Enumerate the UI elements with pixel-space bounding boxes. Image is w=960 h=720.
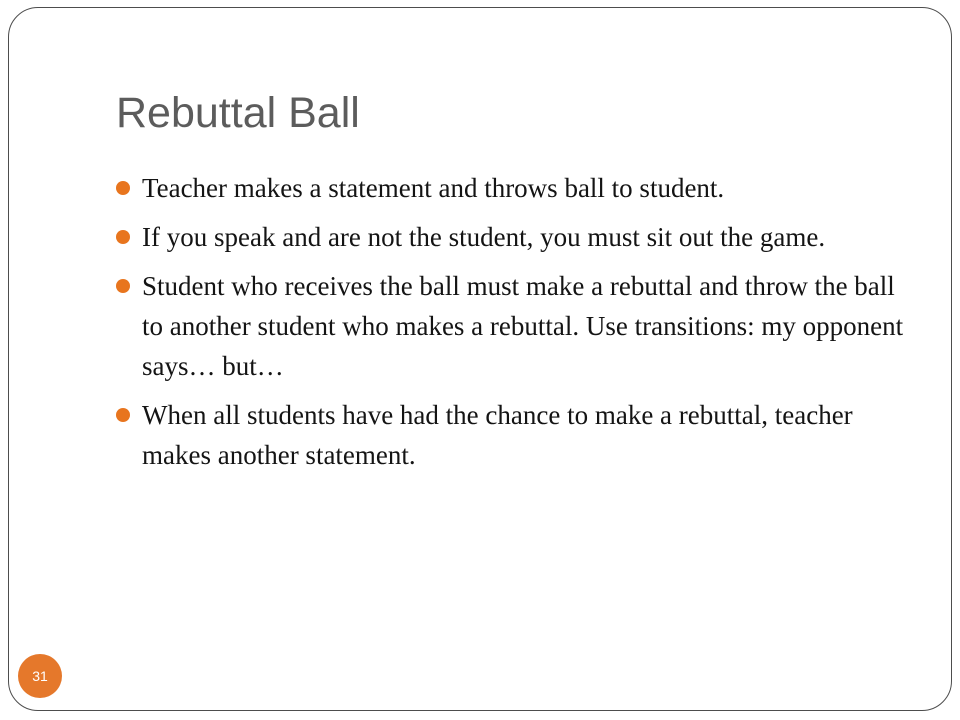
bullet-text: Teacher makes a statement and throws ball to student. <box>142 173 725 203</box>
bullet-text: Student who receives the ball must make a rebuttal and throw the ball to another student who makes a rebuttal. Use transitions: my opponent says… but… <box>142 271 904 381</box>
page-number: 31 <box>32 668 48 684</box>
page-number-badge <box>18 654 62 698</box>
bullet-item <box>116 395 916 475</box>
bullet-dot-icon <box>116 181 130 195</box>
slide-title: Rebuttal Ball <box>116 89 360 137</box>
bullet-text: When all students have had the chance to make a rebuttal, teacher makes another statement. <box>142 400 853 470</box>
bullet-dot-icon <box>116 408 130 422</box>
bullet-dot-icon <box>116 230 130 244</box>
bullet-dot-icon <box>116 279 130 293</box>
bullet-item <box>116 217 916 257</box>
bullet-item <box>116 168 916 208</box>
bullet-list <box>116 168 916 484</box>
bullet-text: If you speak and are not the student, you must sit out the game. <box>142 222 826 252</box>
slide-frame <box>8 7 952 711</box>
bullet-item <box>116 266 916 386</box>
